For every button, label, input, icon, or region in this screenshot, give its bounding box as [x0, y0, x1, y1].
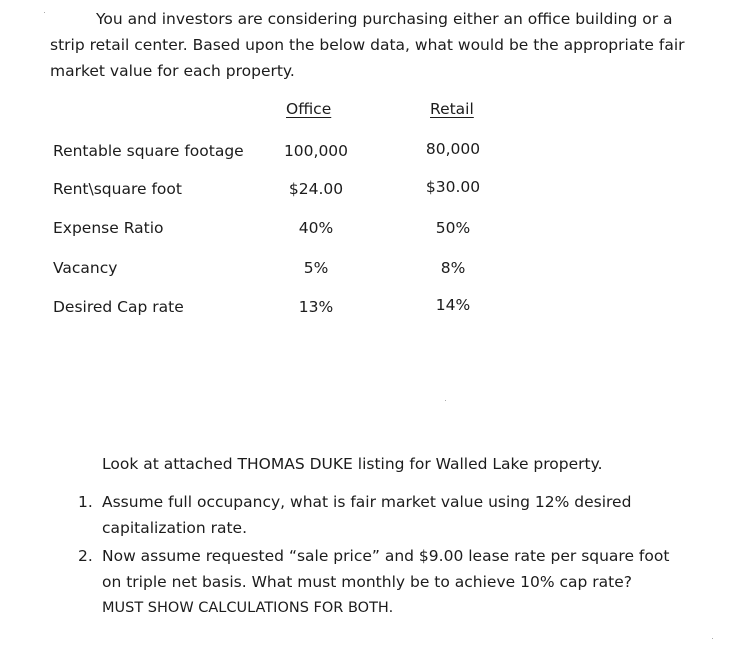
scan-speck: [445, 400, 446, 401]
question-item: [78, 543, 678, 621]
scan-speck: [44, 12, 45, 13]
column-header-retail: Retail: [430, 100, 474, 118]
table-row-vacancy: [0, 259, 739, 283]
question-number: 2.: [78, 547, 93, 565]
office-value: 5%: [303, 259, 329, 277]
question-number: 1.: [78, 493, 93, 511]
listing-note: Look at attached THOMAS DUKE listing for Walled Lake property.: [102, 455, 603, 473]
calculation-instruction: MUST SHOW CALCULATIONS FOR BOTH.: [102, 600, 394, 616]
question-item: [78, 489, 678, 541]
office-value: 100,000: [283, 142, 349, 160]
retail-value: 50%: [435, 219, 471, 237]
row-label: Expense Ratio: [53, 219, 164, 237]
retail-value: 80,000: [425, 140, 481, 158]
office-value: $24.00: [288, 180, 344, 198]
table-row-rent-per-sqft: [0, 180, 739, 204]
scan-speck: [712, 638, 713, 639]
table-row-expense-ratio: [0, 219, 739, 243]
table-row-desired-cap-rate: [0, 298, 739, 322]
column-header-office: Office: [286, 100, 332, 118]
row-label: Rentable square footage: [53, 142, 244, 160]
retail-value: $30.00: [425, 178, 481, 196]
office-value: 40%: [298, 219, 334, 237]
question-list: [78, 489, 678, 623]
retail-value: 14%: [435, 296, 471, 314]
retail-value: 8%: [440, 259, 466, 277]
question-text: Assume full occupancy, what is fair market value using 12% desired capitalization rate.: [102, 493, 632, 537]
row-label: Rent\square foot: [53, 180, 182, 198]
question-text: Now assume requested “sale price” and $9.00 lease rate per square foot on triple net basis. What must monthly be to achieve 10% cap rate?: [102, 547, 670, 591]
row-label: Desired Cap rate: [53, 298, 184, 316]
office-value: 13%: [298, 298, 334, 316]
intro-paragraph: You and investors are considering purchasing either an office building or a strip retail center. Based upon the below data, what would be the appropriate fair market value for each property.: [50, 10, 685, 80]
table-row-rentable-sqft: [0, 142, 739, 166]
row-label: Vacancy: [53, 259, 118, 277]
